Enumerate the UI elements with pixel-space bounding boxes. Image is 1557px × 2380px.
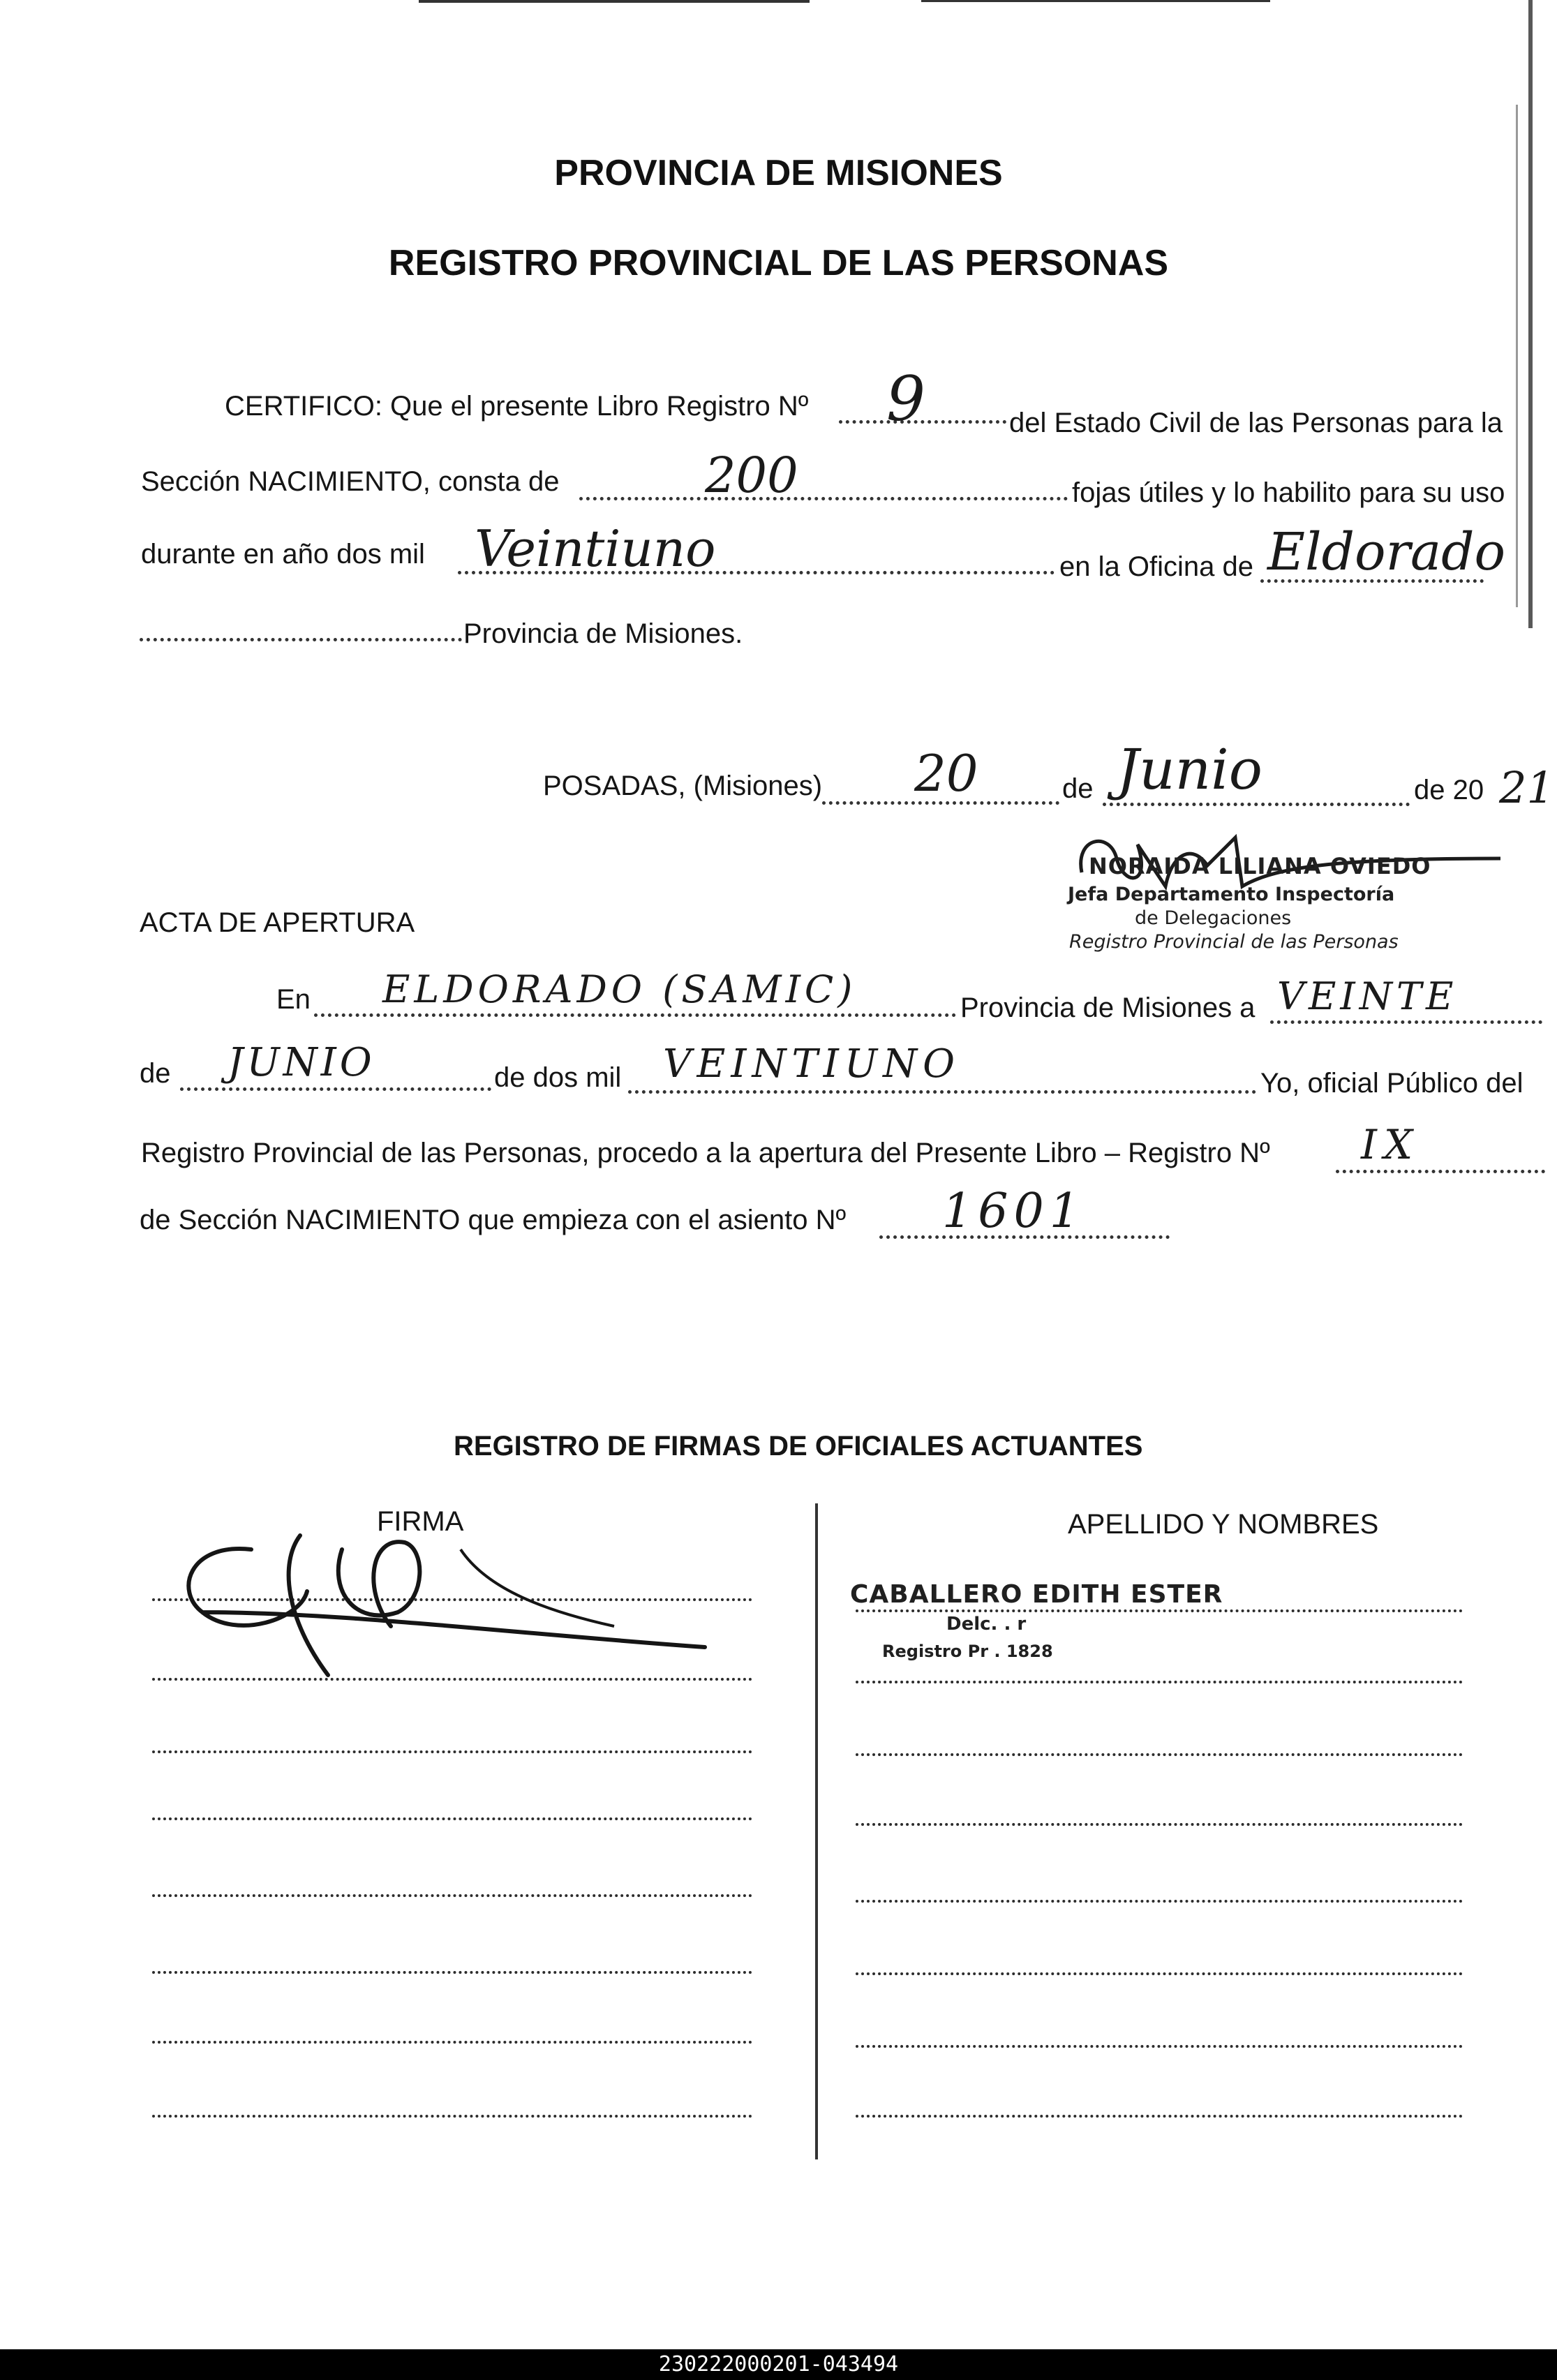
apertura-year-words: VEINTIUNO [663,1041,961,1087]
stamp-oviedo-line1: Jefa Departamento Inspectoría [1068,884,1395,905]
firmas-heading: REGISTRO DE FIRMAS DE OFICIALES ACTUANTES [454,1431,1143,1462]
col-apellido-nombres: APELLIDO Y NOMBRES [1068,1509,1379,1540]
cert-line2-prefix: Sección NACIMIENTO, consta de [141,466,560,497]
posadas-prefix: POSADAS, (Misiones) [543,771,823,801]
apertura-oficial: Yo, oficial Público del [1260,1068,1524,1099]
province-title: PROVINCIA DE MISIONES [554,153,1003,193]
cert-line4-suffix: Provincia de Misiones. [463,618,743,649]
posadas-month: Junio [1117,737,1262,802]
apertura-line3: Registro Provincial de las Personas, procedo a la apertura del Presente Libro – Registro Nº [141,1138,1270,1168]
book-number: 9 [886,363,925,435]
stamp-caballero-line1: Delc. . r [946,1614,1027,1635]
document-id: 230222000201-043494 [658,2352,899,2377]
stamp-caballero-name: CABALLERO EDITH ESTER [850,1580,1223,1609]
posadas-year-end: 21 [1499,762,1554,813]
apertura-line4: de Sección NACIMIENTO que empieza con el asiento Nº [140,1205,847,1235]
apertura-place: ELDORADO (SAMIC) [382,967,857,1011]
cert-line3-prefix: durante en año dos mil [141,539,425,570]
scan-edge-right [1528,0,1533,628]
apertura-dos-mil: de dos mil [494,1062,622,1093]
year-words: Veintiuno [475,519,716,578]
col-firma: FIRMA [377,1506,464,1537]
cert-line1-prefix: CERTIFICO: Que el presente Libro Registro Nº [225,391,809,422]
fojas-count: 200 [705,447,798,504]
cert-line3-suffix: en la Oficina de [1059,551,1253,582]
cert-line1-suffix: del Estado Civil de las Personas para la [1009,408,1503,438]
posadas-de1: de [1062,773,1094,804]
apertura-en: En [276,984,311,1015]
signature-caballero [161,1508,733,1689]
document-id-bar [0,2349,1557,2380]
posadas-day: 20 [914,744,978,803]
column-divider [815,1503,818,2159]
stamp-caballero-line2: Registro Pr . 1828 [882,1642,1053,1661]
apertura-month: JUNIO [228,1040,375,1085]
apertura-heading: ACTA DE APERTURA [140,907,415,938]
registry-title: REGISTRO PROVINCIAL DE LAS PERSONAS [388,243,1169,283]
stamp-oviedo-line2: de Delegaciones [1135,907,1292,929]
registro-number: IX [1361,1121,1420,1168]
apertura-de: de [140,1058,171,1089]
apertura-province-label: Provincia de Misiones a [960,992,1256,1023]
asiento-number: 1601 [942,1184,1086,1239]
cert-line2-suffix: fojas útiles y lo habilito para su uso [1072,477,1505,508]
stamp-oviedo-line3: Registro Provincial de las Personas [1069,931,1399,953]
posadas-de2: de 20 [1414,775,1484,805]
stamp-oviedo-name: NORAIDA LILIANA OVIEDO [1089,853,1431,879]
apertura-day-words: VEINTE [1277,974,1458,1018]
office-name: Eldorado [1267,522,1506,582]
